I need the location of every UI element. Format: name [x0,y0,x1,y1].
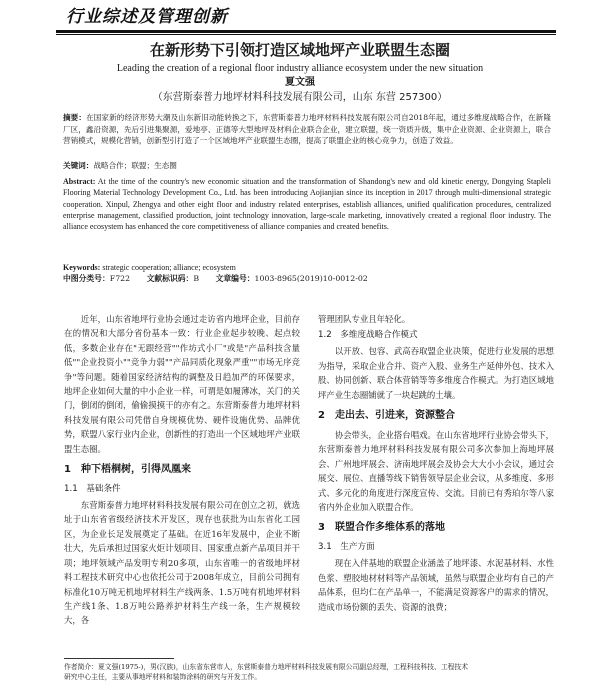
body-column-right [318,312,554,614]
article-number-label: 文章编号： [215,274,255,283]
body-column-left [64,312,300,628]
section-heading-3: 3 联盟合作多维体系的落地 [318,522,445,534]
keywords-cn-text: 战略合作；联盟；生态圈 [93,161,177,170]
author-footnote [64,662,552,682]
abstract-cn [63,112,551,147]
article-title-cn: 在新形势下引领打造区域地坪产业联盟生态圈 [149,41,450,59]
paragraph-3-1: 现在入伴基地的联盟企业涵盖了地坪漆、水泥基材料、水性色浆、塑胶地材材料等产品领域，虽然与联盟企业均有自己的产品体系，但均仁在产品单一，不能满足资源客户的需求的情况，造成市场份额的丢失、资源的浪费； [318,558,554,612]
keywords-en-label: Keywords: [63,263,101,272]
paragraph-1-2: 以开放、包容、武高吞取盟企业决策，促进行业发展的思想为指导，采取企业合并、资产入股、业务生产延伸外包、技术入股、协同创新、联合体营销等等多维度合作模式。为打造区域地坪产业生态圈铺就了一块起跳的土壤。 [318,346,554,400]
footnote-rule [64,658,174,659]
section-heading-2: 2 走出去、引进来，资源整合 [318,410,455,422]
author-name: 夏文强 [285,77,315,88]
footnote-line-1: 作者简介：夏文强(1975-)，男(汉族)，山东省东营市人，东营斯泰普力地坪材料科技发展有限公司副总经理，工程科技科技、工程技术 [64,663,469,671]
classification-line [63,273,551,285]
subsection-heading-3-1: 3.1 生产方面 [318,542,375,553]
keywords-cn-label: 关键词： [63,161,94,170]
paragraph-2: 协会带头，企业搭台唱戏。在山东省地坪行业协会带头下，东营斯泰普力地坪材料科技发展有限公司多次参加上海地坪展会、广州地坪展会、济南地坪展会及协会大大小小会议，通过会展交、展位、直播等线下销售领导层企业会议，从多维度、多形式、多元化的角度进行深度宣传、交流。目前已有秀珀尔等八家省内外企业加入联盟合作。 [318,430,554,513]
author-affiliation: （东营斯泰普力地坪材料科技发展有限公司，山东 东营 257300） [152,92,448,103]
subsection-heading-1-2: 1.2 多维度战略合作模式 [318,330,418,341]
paragraph-continued: 管理团队专业且年轻化。 [318,314,411,324]
clc-value: F722 [109,274,131,283]
keywords-cn [63,160,551,172]
subsection-heading-1-1: 1.1 基础条件 [64,484,121,495]
abstract-en [63,176,551,232]
doc-code-label: 文献标识码： [146,274,194,283]
section-heading-1: 1 种下梧桐树，引得凤凰来 [64,464,191,476]
journal-header [0,0,600,36]
keywords-en-text: strategic cooperation; alliance; ecosystem [102,263,236,272]
doc-code-value: B [193,274,200,283]
abstract-cn-text: 在国家新的经济形势大潮及山东新旧动能转换之下，东营斯泰普力地坪材料科技发展有限公司自2018年起，通过多维度战略合作，在新隆厂区，鑫沿资源，先后引进集聚源，爱地亭、正德等大型地坪及材料企业联合企业，建立联盟，统一资质升级，集中企业资源、企业资源上，联合营销模式，规模化营销，创新型引打造了一个区域地坪产业联盟生态圈，提高了联盟企业的核心竞争力，创造了效益。 [63,113,552,145]
keywords-en [63,262,551,274]
abstract-en-label: Abstract: [63,177,96,186]
header-rule [56,30,556,33]
article-title-en: Leading the creation of a regional floor industry alliance ecosystem under the new situation [116,63,484,74]
footnote-line-2: 研究中心主任，主要从事地坪材料和装饰涂料的研究与开发工作。 [64,673,262,681]
paragraph-1-1: 东营斯泰普力地坪材料科技发展有限公司在创立之初，就选址于山东省省级经济技术开发区，现存也获批为山东省化工园区，为企业长足发展奠定了基础。在近16年发展中，企业不断壮大，先后承担过国家火炬计划项目、国家重点新产品项目并干项；地坪领域产品发明专利20多项，山东省唯一的省级地坪材料工程技术研究中心也依托公司于2008年成立，目前公司拥有标准化10万吨无机地坪材料生产线两条、1.5万吨有机地坪材料生产线1条、1.8万吨公路养护材料生产线一条，生产规模较大，各 [64,500,300,626]
abstract-en-text: At the time of the country's new economic situation and the transformation of Shandong's new and old kinetic energy, Dongying Stapleli Flooring Material Technology Development Co., Ltd. has been introducing Aojianjian since its inception in 2017 through multi-dimensional strategic cooperation. Xinpul, Zhengya and other eight floor and industry related enterprises, establish alliances, unified qualification procedures, centralized enterprise management, classified production, joint technology innovation, large-scale marketing, innovatively created a regional floor industry. The alliance ecosystem has enhanced the core competitiveness of alliance companies and created benefits. [63,177,551,232]
clc-label: 中图分类号： [63,274,110,283]
header-rule-thin [56,34,556,35]
intro-paragraph: 近年，山东省地坪行业协会通过走访省内地坪企业，目前存在的情况和大部分省份基本一致：行业企业起步较晚、起点较低，多数企业存在"无跟经营""作坊式小厂"或是"产品科技含量低""企业投资小""竞争力弱""产品同质化现象严重""市场无序竞争"等问题。随着国家经济结构的调整及日趋加严的环保要求，地坪企业如何大量的中小企业一样，可谓是如履薄冰，关门的关门，倒闭的倒闭，偷偷摸摸干的亦有之。东营斯泰普力地坪材料科技发展有限公司凭借自身规模优势、硬件设施优势、品牌优势，联盟八家行业内企业，创新性的打造出一个区域地坪产业联盟生态圈。 [64,314,300,454]
section-tag: 行业综述及管理创新 [66,7,228,27]
abstract-cn-label: 摘要： [63,113,87,122]
article-number-value: 1003-8965(2019)10-0012-02 [254,274,368,283]
